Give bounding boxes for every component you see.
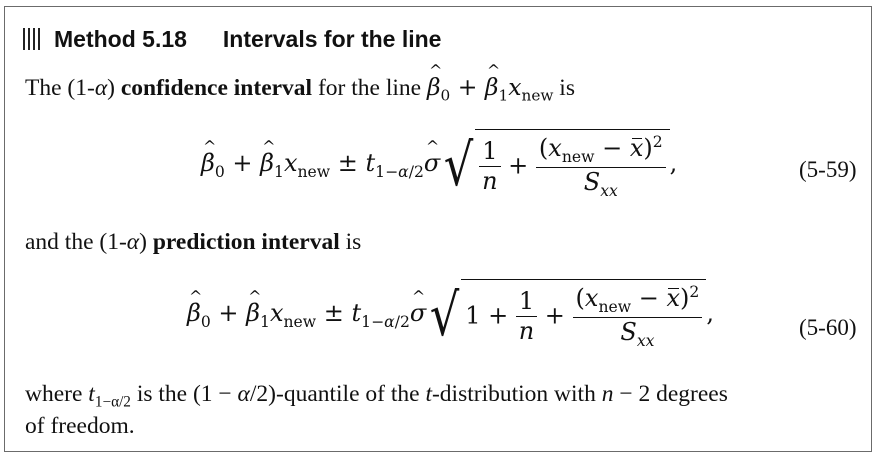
prediction-interval-equation: ^ $\beta_0$ + ^ $\beta_1x_{new}$ ± $t_{1-\alpha/2}\^{}$ σ√ 1 + $\frac{1}{n}$ + $\frac{(x_{new} - x)^2}{S_{xx}}$ ,: [187, 279, 714, 350]
intro-tail: is: [553, 75, 575, 101]
intro-suffix: for the line: [312, 75, 427, 101]
intro-mid: ): [107, 75, 121, 101]
method-bars-icon: [23, 28, 40, 50]
prediction-interval-term: prediction interval: [152, 229, 340, 255]
equation-number-5-59: (5-59): [799, 157, 857, 182]
prediction-sentence: [25, 229, 361, 256]
closing-t: t: [425, 381, 432, 407]
closing-n: n: [601, 381, 614, 407]
closing-distribution: -distribution with: [431, 381, 602, 407]
confidence-interval-term: confidence interval: [120, 75, 313, 101]
between-suffix: is: [339, 229, 362, 255]
intro-line-formula: ^ $\beta_0$ + ^ $\beta_1x_{new}$: [427, 73, 553, 101]
closing-t-subscript: 1−α/2: [94, 393, 131, 411]
equation-number-5-60: (5-60): [799, 315, 857, 340]
method-title: Intervals for the line: [222, 25, 442, 52]
closing-is-the: is the (1 −: [130, 381, 238, 407]
intro-sentence: [25, 73, 575, 105]
intro-alpha: α: [94, 75, 108, 101]
closing-line-2: of freedom.: [25, 413, 135, 439]
between-mid: ): [139, 229, 153, 255]
closing-line-1: where $t_{1-\alpha/2}$ is the (1 − α/2)-quantile of the t-distribution with n − 2 degrees: [25, 381, 728, 411]
closing-quantile: /2)-quantile of the: [249, 381, 426, 407]
between-prefix: and the (1-: [25, 229, 127, 255]
confidence-interval-equation: ^ $\beta_0$ + ^ $\beta_1x_{new}$ ± $t_{1-\alpha/2}\^{}$ σ√ $\frac{1}{n}$ + $\frac{(x_{new} - x)^2}{S_{xx}}$ ,: [201, 129, 677, 200]
method-label: Method 5.18: [54, 25, 187, 52]
closing-alpha: α: [237, 381, 250, 407]
closing-where: where: [25, 381, 89, 407]
closing-degrees: − 2 degrees: [613, 381, 728, 407]
method-header: [23, 24, 441, 54]
intro-prefix: The (1-: [25, 75, 95, 101]
between-alpha: α: [126, 229, 140, 255]
method-box: [4, 6, 872, 452]
